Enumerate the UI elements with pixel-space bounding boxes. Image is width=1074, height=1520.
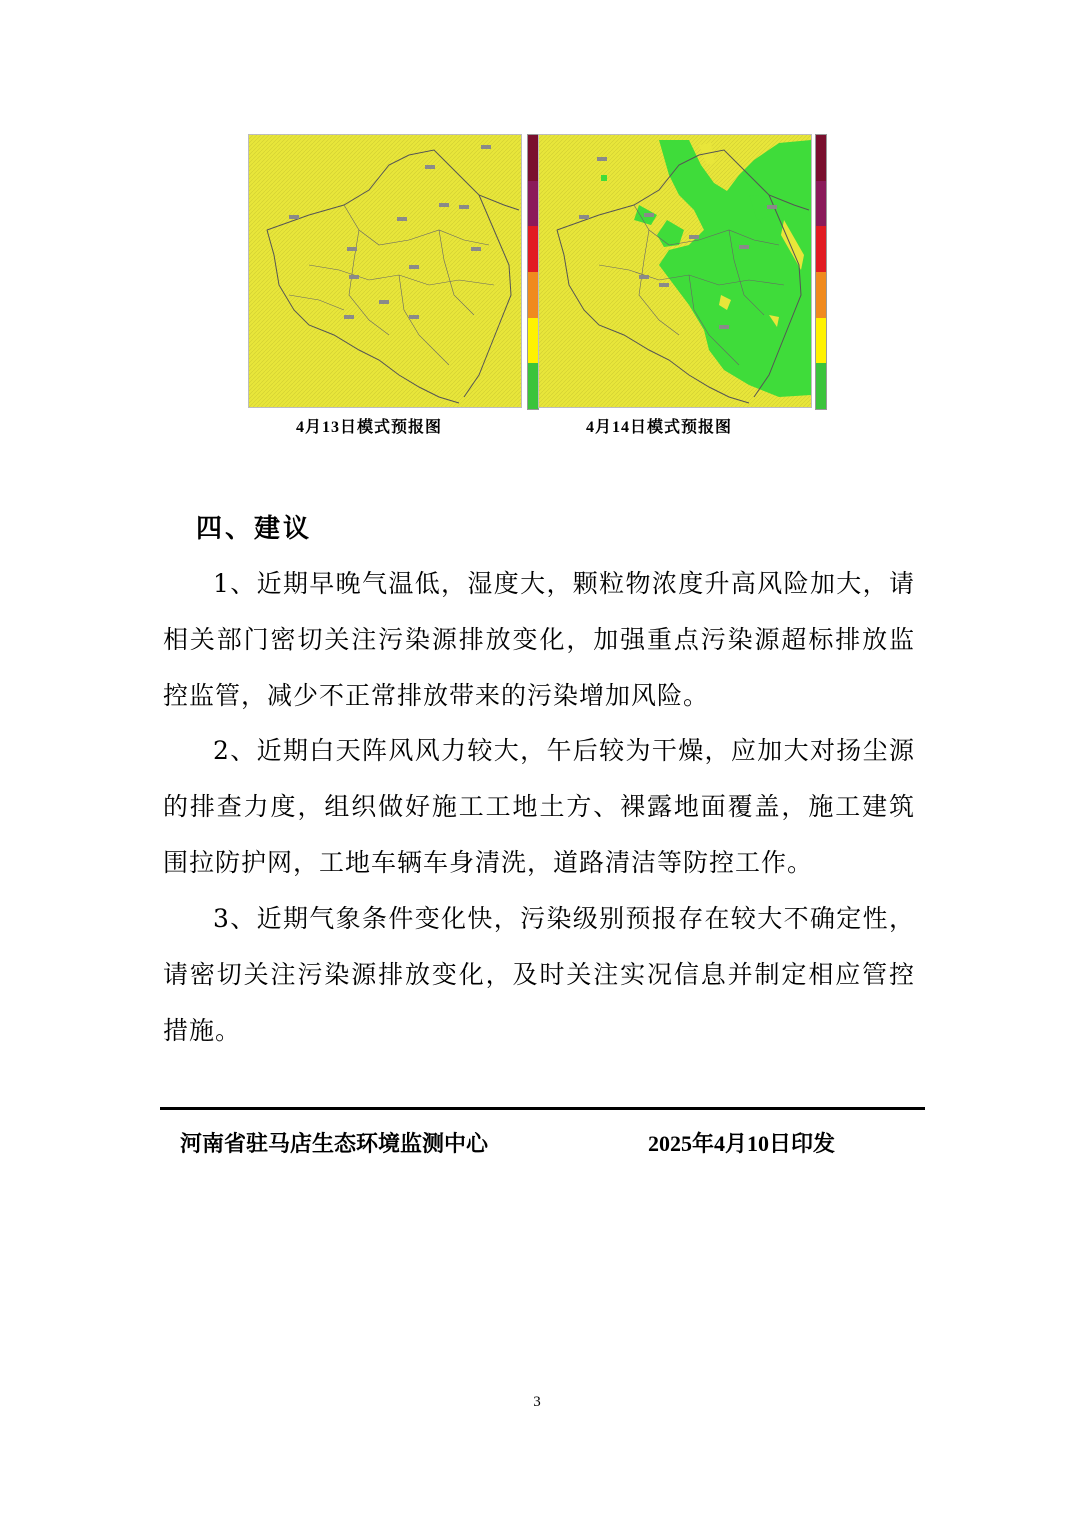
legend-swatch [816,363,826,409]
figure-caption-apr14: 4月14日模式预报图 [586,419,733,436]
forecast-map-apr13-image [249,135,521,407]
footer-divider [160,1107,925,1110]
figure-caption-apr13: 4月13日模式预报图 [296,419,443,436]
forecast-map-apr14-image [539,135,811,407]
section-heading: 四、建议 [196,514,313,544]
legend-swatch [816,181,826,227]
color-scale-legend-right [815,134,827,410]
legend-swatch [528,226,538,272]
forecast-map-apr13 [248,134,522,408]
legend-swatch [528,181,538,227]
legend-swatch [528,272,538,318]
legend-swatch [816,272,826,318]
legend-swatch [816,318,826,364]
legend-swatch [528,318,538,364]
recommendation-item: 3、近期气象条件变化快，污染级别预报存在较大不确定性，请密切关注污染源排放变化，及时关注实况信息并制定相应管控措施。 [163,904,915,1045]
legend-swatch [528,135,538,181]
legend-swatch [528,363,538,409]
recommendation-item: 2、近期白天阵风风力较大，午后较为干燥，应加大对扬尘源的排查力度，组织做好施工工地土方、裸露地面覆盖，施工建筑围拉防护网，工地车辆车身清洗，道路清洁等防控工作。 [163,736,915,877]
forecast-map-apr14 [538,134,812,408]
issue-date: 2025年4月10日印发 [648,1131,836,1156]
legend-swatch [816,226,826,272]
legend-swatch [816,135,826,181]
recommendation-item: 1、近期早晚气温低，湿度大，颗粒物浓度升高风险加大，请相关部门密切关注污染源排放变化，加强重点污染源超标排放监控监管，减少不正常排放带来的污染增加风险。 [163,569,915,710]
issuing-organization: 河南省驻马店生态环境监测中心 [180,1131,489,1156]
page-number: 3 [533,1394,541,1410]
